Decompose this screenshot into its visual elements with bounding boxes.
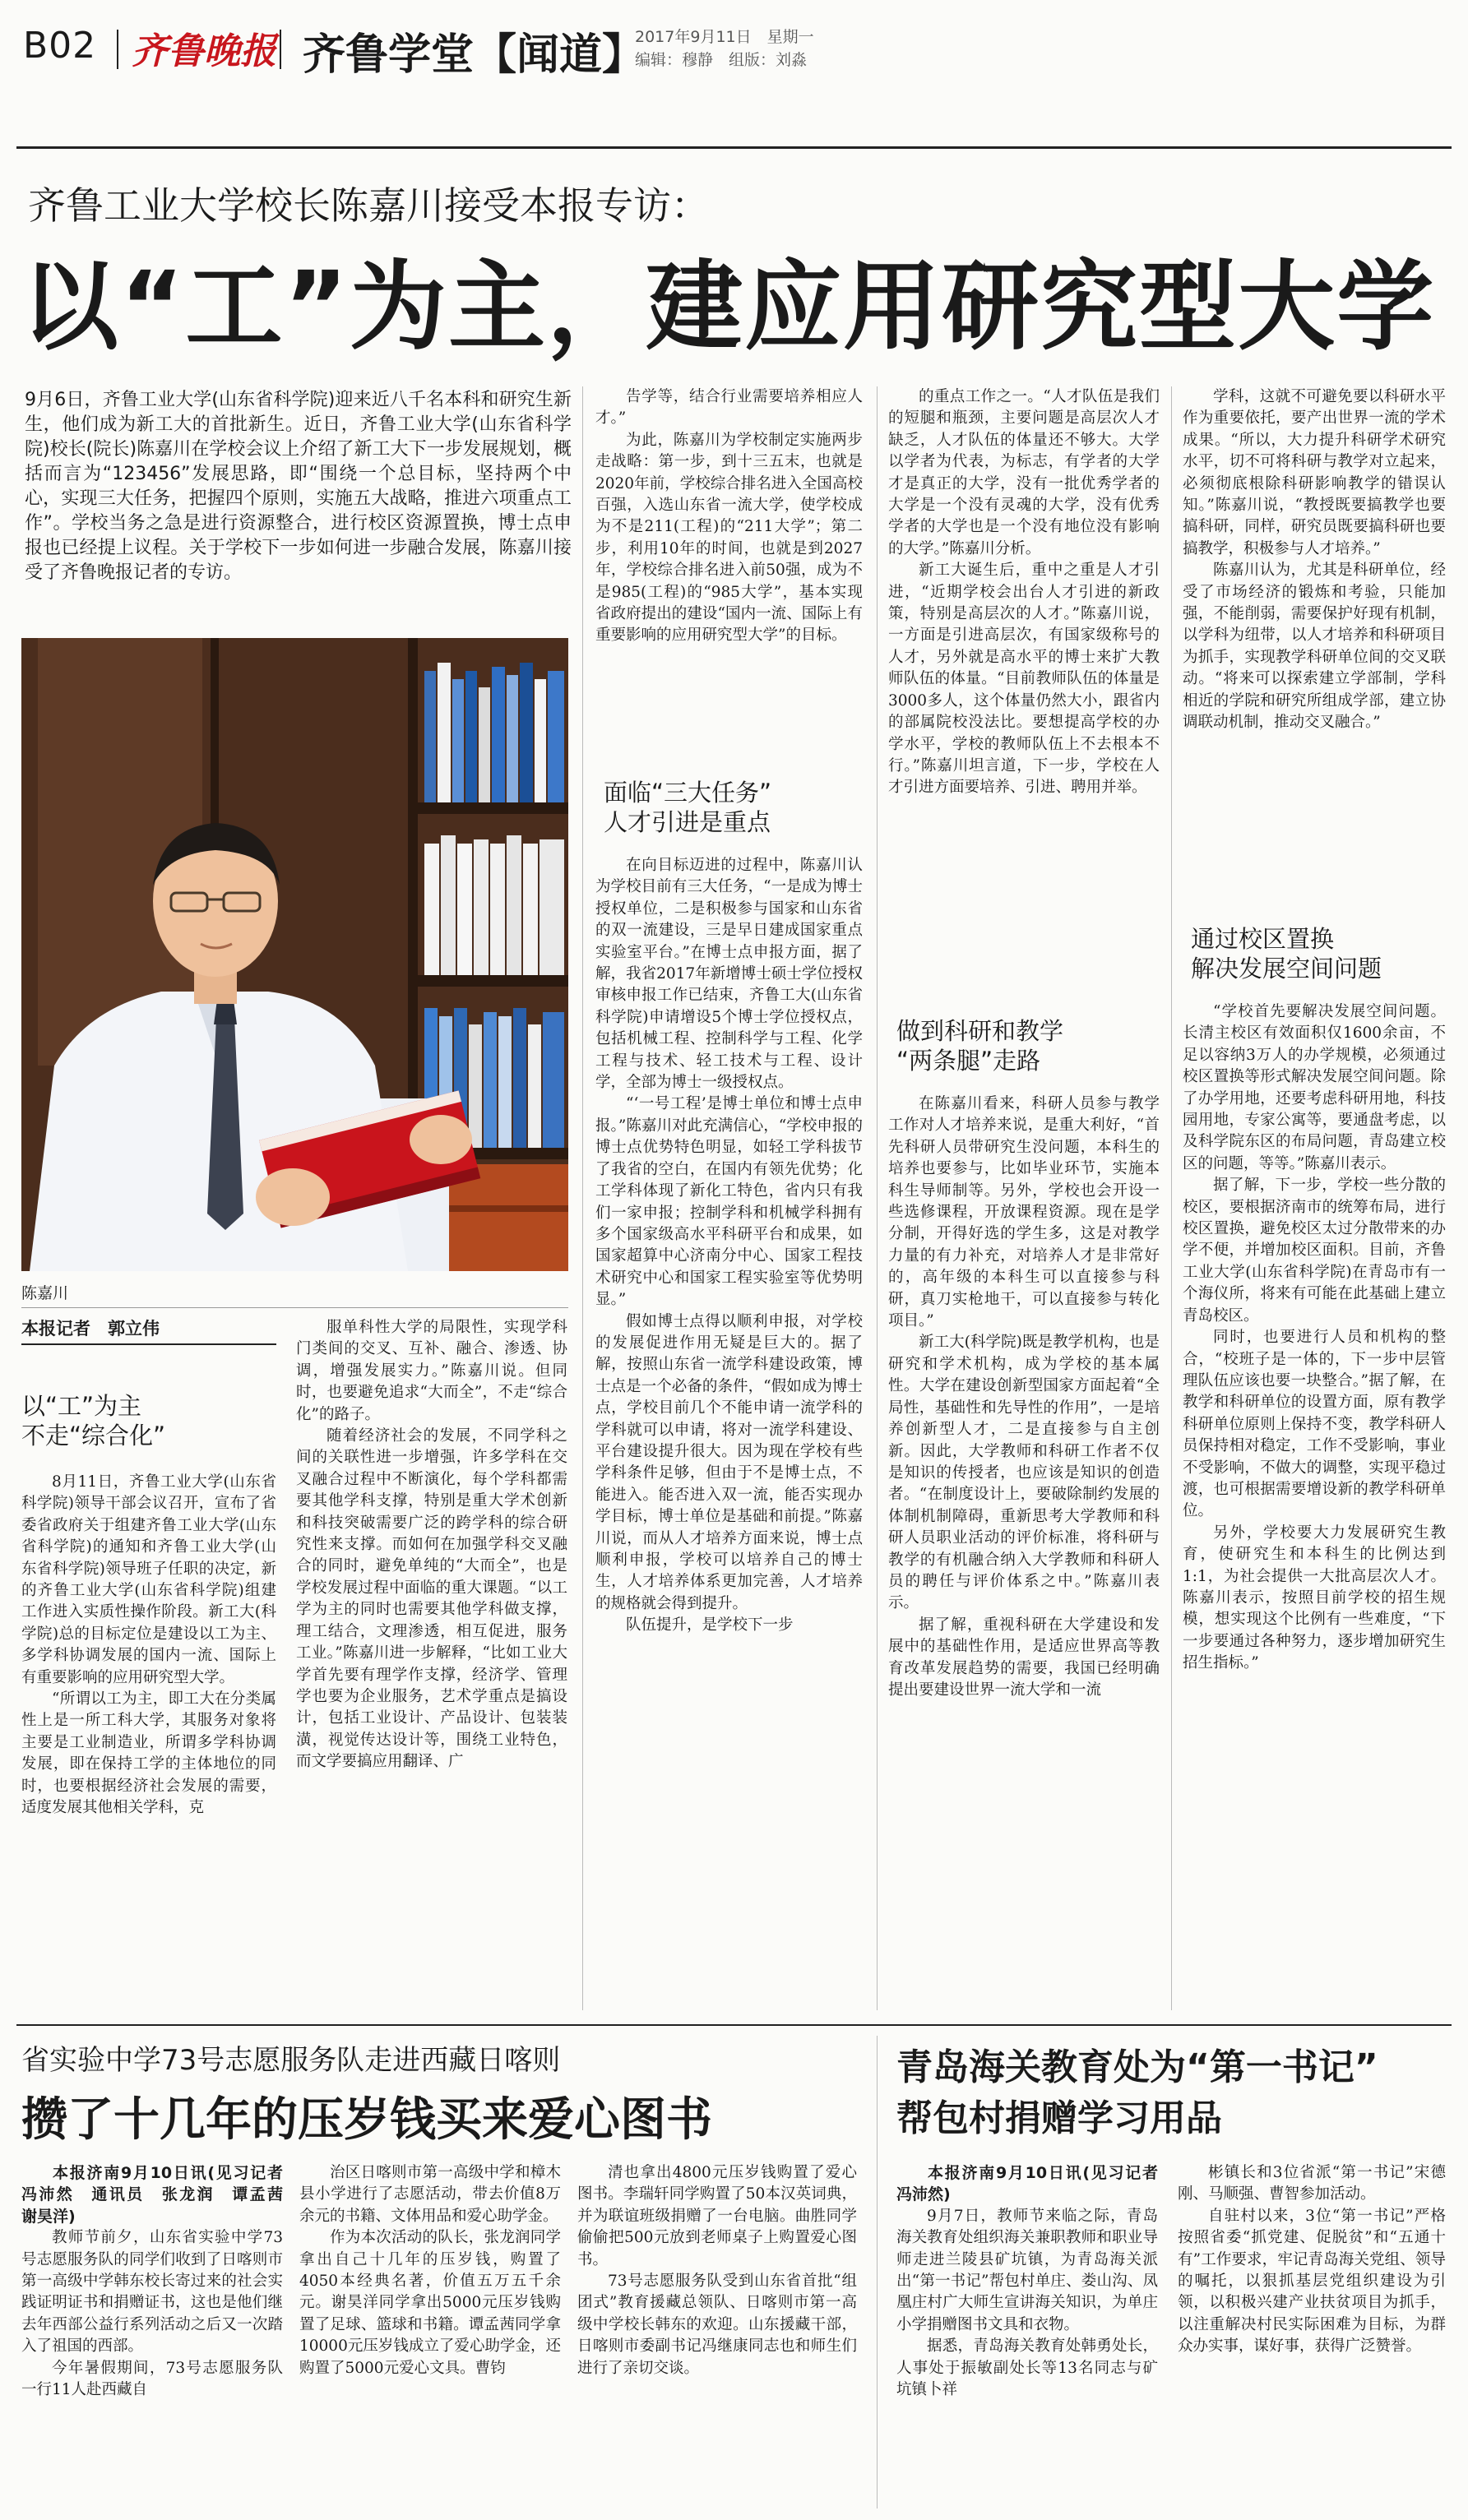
column-divider: [1171, 386, 1172, 2010]
paragraph: 为此，陈嘉川为学校制定实施两步走战略：第一步，到十三五末，也就是2020年前，学校综合排名进入全国高校百强，入选山东省一流大学，使学校成为不是211(工程)的“211大学”；第二步，利用10年的时间，也就是到2027年，学校综合排名进入前50强，成为不是985(工程)的“985大学”，基本实现省政府提出的建设“国内一流、国际上有重要影响的应用研究型大学”的目标。: [595, 431, 863, 645]
byline-rule: [21, 1343, 276, 1345]
photo-caption: 陈嘉川: [21, 1284, 69, 1302]
column-1: [21, 1472, 276, 2010]
column-3b: [595, 855, 863, 2010]
article-headline: 以“工”为主，建应用研究型大学: [21, 250, 1436, 363]
paragraph: 作为本次活动的队长，张龙润同学拿出自己十几年的压岁钱，购置了4050本经典名著，价值五万五千余元。谢昊洋同学拿出5000元压岁钱购置了足球、篮球和书籍。谭孟茜同学拿10000元压岁钱成立了爱心助学金，还购置了5000元爱心文具。曹钧: [299, 2229, 561, 2377]
section-title: 齐鲁学堂【闻道】: [303, 30, 646, 80]
paragraph: 陈嘉川认为，尤其是科研单位，经受了市场经济的锻炼和考验，只能加强，不能削弱，需要保护好现有机制，以学科为纽带，以人才培养和科研项目为抓手，实现教学科研单位间的交叉联动。“将来可以探索建立学部制，学科相近的学院和研究所组成学部，建立协调联动机制，推动交叉融合。”: [1183, 562, 1446, 732]
header-rule: [16, 146, 1452, 149]
paragraph: 新工大诞生后，重中之重是人才引进，“近期学校会出台人才引进的新政策，特别是高层次的人才。”陈嘉川说，一方面是引进高层次，有国家级称号的人才，另外就是高水平的博士来扩大教师队伍的体量。“目前教师队伍的体量是3000多人，这个体量仍然大小，跟省内的部属院校没法比。要想提高学校的办学水平，学校的教师队伍上不去根本不行。”陈嘉川坦言道，下一步，学校在人才引进方面要培养、引进、聘用并举。: [888, 562, 1160, 797]
story3-kicker: 青岛海关教育处为“第一书记”: [896, 2046, 1378, 2088]
story2-kicker: 省实验中学73号志愿服务队走进西藏日喀则: [21, 2044, 561, 2077]
paragraph: 学科，这就不可避免要以科研水平作为重要依托，要产出世界一流的学术成果。“所以，大力提升科研学术研究水平，切不可将科研与教学对立起来，必须彻底根除科研影响教学的错误认知。”陈嘉川说，“教授既要搞教学也要搞科研，同样，研究员既要搞科研也要搞教学，积极参与人才培养。”: [1183, 388, 1446, 557]
paragraph: 清也拿出4800元压岁钱购置了爱心图书。李瑞轩同学购置了50本汉英词典，并为联谊班级捐赠了一台电脑。曲胜同学偷偷把500元放到老师桌子上购置爱心图书。: [577, 2164, 857, 2268]
subhead-3: 做到科研和教学 “两条腿”走路: [896, 1017, 1064, 1075]
story3-column-2: [1178, 2162, 1446, 2508]
paragraph: 告学等，结合行业需要培养相应人才。”: [595, 388, 863, 428]
story2-column-3: [577, 2162, 857, 2508]
section-rule: [16, 2024, 1452, 2026]
paragraph: 的重点工作之一。“人才队伍是我们的短腿和瓶颈，主要问题是高层次人才缺乏，人才队伍的体量还不够大。大学以学者为代表，为标志，有学者的大学才是真正的大学，没有一批优秀学者的大学是一个没有灵魂的大学，没有优秀学者的大学也是一个没有地位没有影响的大学。”陈嘉川分析。: [888, 388, 1160, 557]
article-lead: 9月6日，齐鲁工业大学(山东省科学院)迎来近八千名本科和研究生新生，他们成为新工大的首批新生。近日，齐鲁工业大学(山东省科学院)校长(院长)陈嘉川在学校会议上介绍了新工大下一步发展规划，概括而言为“123456”发展思路，即“围绕一个总目标，坚持两个中心，实现三大任务，把握四个原则，实施五大战略，推进六项重点工作”。学校当务之急是进行资源整合，进行校区资源置换，博士点申报也已经提上议程。关于学校下一步如何进一步融合发展，陈嘉川接受了齐鲁晚报记者的专访。: [25, 390, 572, 583]
paragraph: 在向目标迈进的过程中，陈嘉川认为学校目前有三大任务，“一是成为博士授权单位，二是积极参与国家和山东省的双一流建设，三是早日建成国家重点实验室平台。”在博士点申报方面，据了解，我省2017年新增博士硕士学位授权审核申报工作已结束，齐鲁工大(山东省科学院)申请增设5个博士学位授权点，包括机械工程、控制科学与工程、化学工程与技术、轻工技术与工程、设计学，全部为博士一级授权点。: [595, 857, 863, 1092]
caption-rule: [21, 1307, 568, 1308]
column-2: [296, 1317, 567, 2010]
reporter-byline: 本报记者 郭立伟: [21, 1319, 160, 1339]
subhead-1: 以“工”为主 不走“综合化”: [21, 1392, 166, 1450]
story3-headline: 帮包村捐赠学习用品: [896, 2097, 1222, 2139]
paragraph: 假如博士点得以顺利申报，对学校的发展促进作用无疑是巨大的。据了解，按照山东省一流学科建设政策，博士点是一个必备的条件，“假如成为博士点，学校目前几个不能申请一流学科的学科就可以申请，将对一流学科建设、平台建设提升很大。因为现在学校有些学科条件足够，但由于不是博士点，不能进入。能否进入双一流，能否实现办学目标，博士单位是基础和前提。”陈嘉川说，而从人才培养方面来说，博士点顺利申报，学校可以培养自己的博士生，人才培养体系更加完善，人才培养的规格就会得到提升。: [595, 1312, 863, 1612]
paragraph: “‘一号工程’是博士单位和博士点申报。”陈嘉川对此充满信心，“学校申报的博士点优势特色明显，如轻工学科拔节了我省的空白，在国内有领先优势；化工学科体现了新化工特色，省内只有我们一家申报；控制学科和机械学科拥有多个国家级高水平科研平台和成果，如国家超算中心济南分中心、国家工程技术研究中心和国家工程实验室等优势明显。”: [595, 1095, 863, 1309]
paragraph: 治区日喀则市第一高级中学和樟木县小学进行了志愿活动，带去价值8万余元的书籍、文体用品和爱心助学金。: [299, 2164, 561, 2225]
column-divider: [877, 386, 878, 2010]
column-5b: [1183, 1001, 1446, 2010]
paragraph: 新工大(科学院)既是教学机构，也是研究和学术机构，成为学校的基本属性。大学在建设创新型国家方面起着“全局性，基础性和先导性的作用”，一是培养创新型人才，二是直接参与自主创新。因此，大学教师和科研工作者不仅是知识的传授者，也应该是知识的创造者。“在制度设计上，要破除制约发展的体制机制障碍，重新思考大学教师和科研人员职业活动的评价标准，将科研与教学的有机融合纳入大学教师和科研人员的聘任与评价体系之中。”陈嘉川表示。: [888, 1334, 1160, 1612]
column-3: [595, 386, 863, 765]
paragraph: 今年暑假期间，73号志愿服务队一行11人赴西藏自: [21, 2359, 283, 2399]
paragraph: 自驻村以来，3位“第一书记”严格按照省委“抓党建、促脱贫”和“五通十有”工作要求，牢记青岛海关党组、领导的嘱托，以狠抓基层党组织建设为引领，以积极兴建产业扶贫项目为抓手，以注重解决村民实际困难为目标，为群众办实事，谋好事，获得广泛赞誉。: [1178, 2207, 1446, 2356]
story2-column-2: [299, 2162, 561, 2508]
paragraph: 在陈嘉川看来，科研人员参与教学工作对人才培养来说，是重大利好，“首先科研人员带研究生没问题，本科生的培养也要参与，比如毕业环节，实施本科生导师制等。另外，学校也会开设一些选修课程，开放课程资源。现在是学分制，开得好选的学生多，这是对教学力量的有力补充，对培养人才是非常好的，高年级的本科生可以直接参与科研，真刀实枪地干，可以直接参与转化项目。”: [888, 1095, 1160, 1330]
paragraph: 彬镇长和3位省派“第一书记”宋德刚、马顺强、曹智参加活动。: [1178, 2164, 1446, 2203]
column-4: [888, 386, 1160, 962]
paragraph: 据悉，青岛海关教育处韩勇处长，人事处于振敏副处长等13名同志与矿坑镇卜祥: [896, 2337, 1158, 2399]
paragraph: “学校首先要解决发展空间问题。长清主校区有效面积仅1600余亩，不足以容纳3万人的办学规模，必须通过校区置换等形式解决发展空间问题。除了办学用地，还要考虑科研用地，科技园用地，专家公寓等，要通盘考虑，以及科学院东区的布局问题，青岛建立校区的问题，等等。”陈嘉川表示。: [1183, 1003, 1446, 1172]
column-divider: [582, 386, 583, 2010]
paragraph: “所谓以工为主，即工大在分类属性上是一所工科大学，其服务对象将主要是工业制造业，所谓多学科协调发展，即在保持工学的主体地位的同时，也要根据经济社会发展的需要，适度发展其他相关学科，克: [21, 1690, 276, 1817]
paragraph: 另外，学校要大力发展研究生教育，使研究生和本科生的比例达到1:1，为社会提供一大批高层次人才。陈嘉川表示，按照目前学校的招生规模，想实现这个比例有一些难度，“下一步要通过各种努力，逐步增加研究生招生指标。”: [1183, 1524, 1446, 1672]
column-divider: [877, 2036, 878, 2508]
paragraph: 随着经济社会的发展，不同学科之间的关联性进一步增强，许多学科在交叉融合过程中不断演化，每个学科都需要其他学科支撑，特别是重大学术创新和科技突破需要广泛的跨学科的综合研究性来支撑。而如何在加强学科交叉融合的同时，避免单纯的“大而全”，也是学校发展过程中面临的重大课题。“以工学为主的同时也需要其他学科做支撑，理工结合，文理渗透，相互促进，服务工业。”陈嘉川进一步解释，“比如工业大学首先要有理学作支撑，经济学、管理学也要为企业服务，艺术学重点是搞设计，包括工业设计、产品设计、包装装潢，视觉传达设计等，围绕工业特色，而文学要搞应用翻译、广: [296, 1427, 567, 1771]
story2-dateline: 本报济南9月10日讯(见习记者 冯沛然 通讯员 张龙润 谭孟茜 谢昊洋): [21, 2164, 299, 2226]
paragraph: 服单科性大学的局限性，实现学科门类间的交叉、互补、融合、渗透、协调，增强发展实力。”陈嘉川说。但同时，也要避免追求“大而全”，不走“综合化”的路子。: [296, 1319, 567, 1423]
paragraph: 9月7日，教师节来临之际，青岛海关教育处组织海关兼职教师和职业导师走进兰陵县矿坑镇，为青岛海关派出“第一书记”帮包村单庄、娄山沟、凤凰庄村广大师生宣讲海关知识，为单庄小学捐赠图书文具和衣物。: [896, 2207, 1158, 2333]
subhead-4: 通过校区置换 解决发展空间问题: [1191, 925, 1382, 983]
article-kicker: 齐鲁工业大学校长陈嘉川接受本报专访：: [28, 183, 709, 228]
story2-column-1: [21, 2162, 299, 2508]
paragraph: 队伍提升，是学校下一步: [626, 1616, 794, 1635]
paragraph: 据了解，下一步，学校一些分散的校区，要根据济南市的统筹布局，进行校区置换，避免校区太过分散带来的办学不便，并增加校区面积。目前，齐鲁工业大学(山东省科学院)在青岛市有一个海仪所，将来有可能在此基础上建立青岛校区。: [1183, 1177, 1446, 1325]
header-divider: [117, 30, 118, 69]
paragraph: 教师节前夕，山东省实验中学73号志愿服务队的同学们收到了日喀则市第一高级中学韩东校长寄过来的社会实践证明证书和捐赠证书，这也是他们继去年西部公益行系列活动之后又一次踏入了祖国的西部。: [21, 2229, 283, 2356]
story2-headline: 攒了十几年的压岁钱买来爱心图书: [21, 2093, 712, 2147]
story3-dateline: 本报济南9月10日讯(见习记者 冯沛然): [896, 2164, 1174, 2204]
column-5: [1183, 386, 1446, 900]
header-divider: [280, 30, 281, 69]
story3-column-1: [896, 2162, 1174, 2508]
column-4b: [888, 1094, 1160, 2010]
issue-date: 2017年9月11日 星期一: [635, 28, 814, 46]
paragraph: 73号志愿服务队受到山东省首批“组团式”教育援藏总领队、日喀则市第一高级中学校长韩东的欢迎。山东援藏干部，日喀则市委副书记冯继康同志也和师生们进行了亲切交谈。: [577, 2273, 857, 2377]
paragraph: 据了解，重视科研在大学建设和发展中的基础性作用，是适应世界高等教育改革发展趋势的需要，我国已经明确提出要建设世界一流大学和一流: [888, 1616, 1160, 1699]
paragraph: 8月11日，齐鲁工业大学(山东省科学院)领导干部会议召开，宣布了省委省政府关于组建齐鲁工业大学(山东省科学院)的通知和齐鲁工业大学(山东省科学院)领导班子任职的决定，新的齐鲁工业大学(山东省科学院)组建工作进入实质性操作阶段。新工大(科学院)总的目标定位是建设以工为主、多学科协调发展的国内一流、国际上有重要影响的应用研究型大学。: [21, 1473, 276, 1686]
paragraph: 同时，也要进行人员和机构的整合，“校班子是一体的，下一步中层管理队伍应该也要一块整合。”据了解，在教学和科研单位的设置方面，原有教学科研单位原则上保持不变，教学科研人员保持相对稳定，工作不受影响，事业不受影响，不做大的调整，实现平稳过渡，也可根据需要增设新的教学科研单位。: [1183, 1329, 1446, 1520]
newspaper-logo: 齐鲁晚报: [132, 30, 276, 72]
portrait-photo: [21, 638, 568, 1271]
subhead-2: 面临“三大任务” 人才引进是重点: [604, 779, 772, 836]
editor-credits: 编辑：穆静 组版：刘淼: [635, 51, 808, 69]
page-number: B02: [23, 25, 97, 67]
